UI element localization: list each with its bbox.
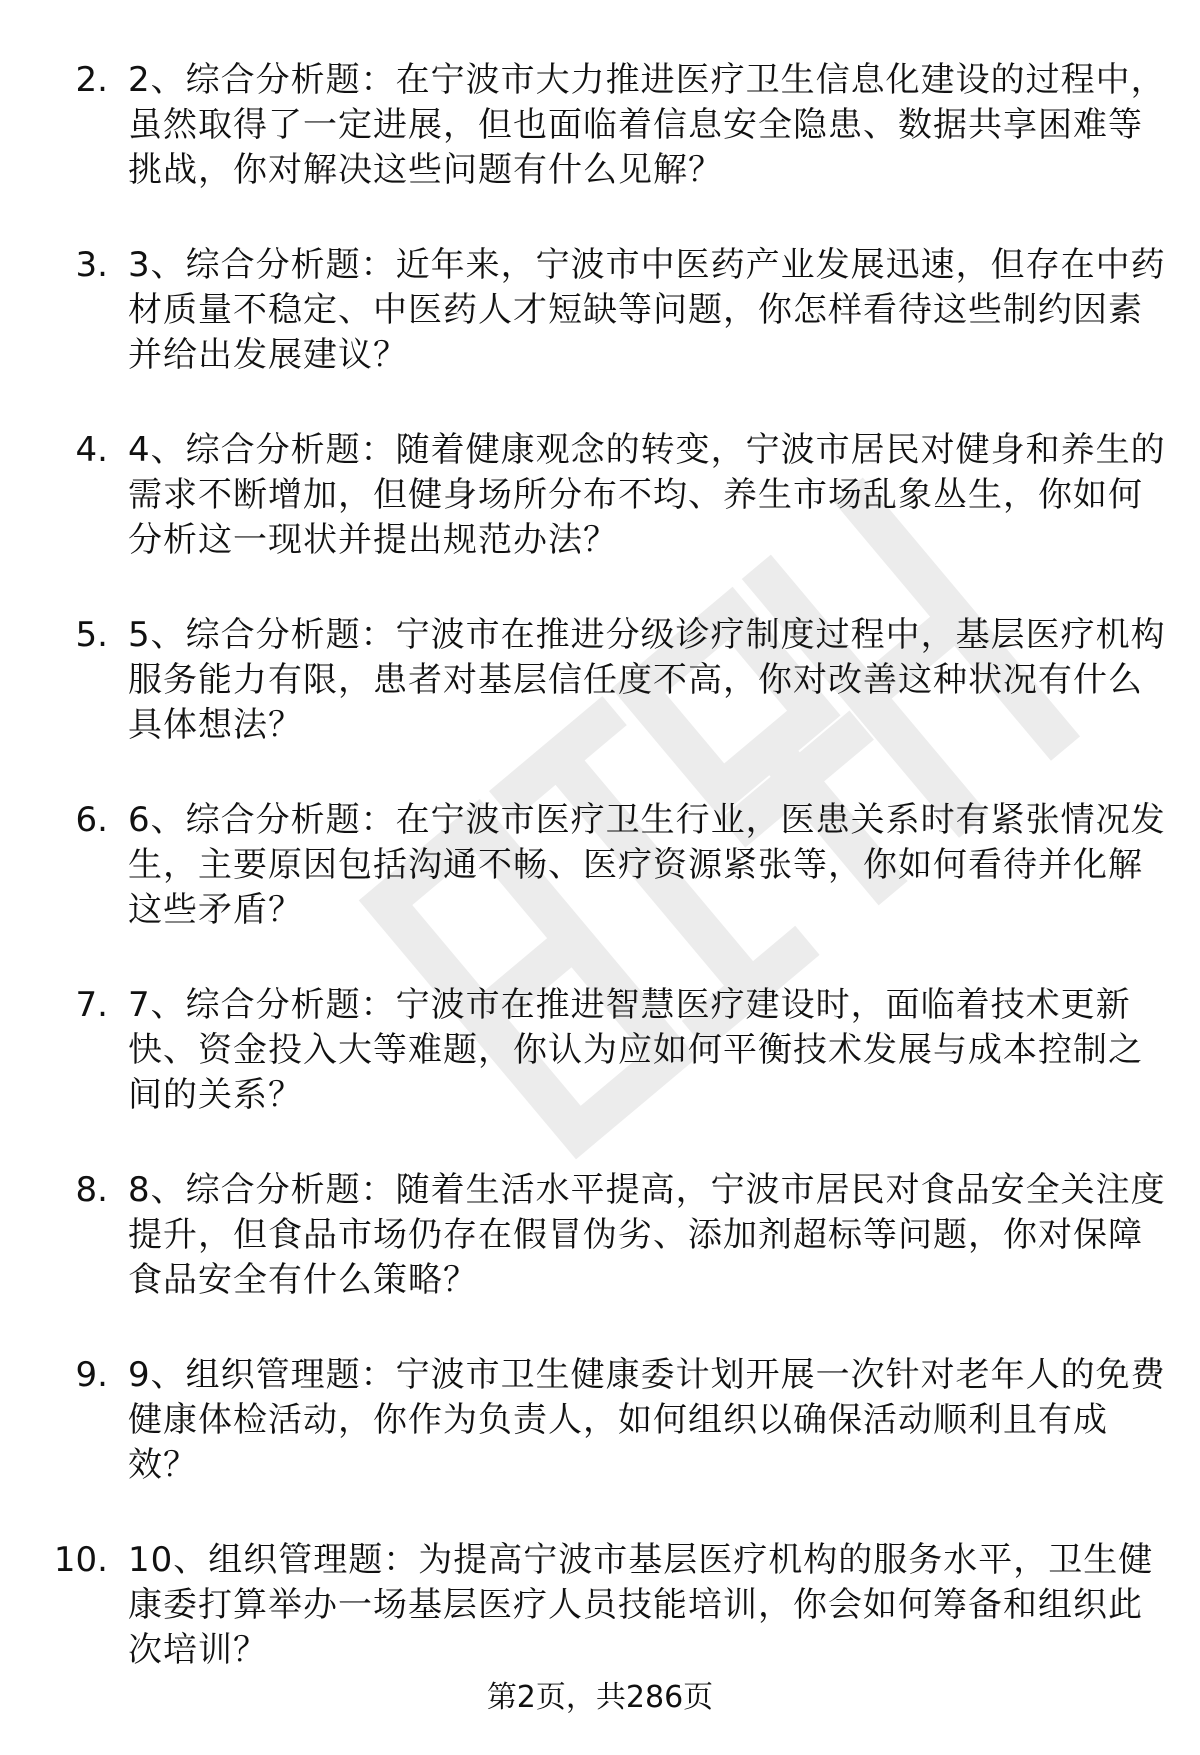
question-list	[0, 58, 1200, 1723]
question-number: 2.	[75, 60, 108, 100]
question-number: 10.	[53, 1540, 108, 1580]
question-item	[0, 243, 1200, 373]
question-text: 7、综合分析题：宁波市在推进智慧医疗建设时，面临着技术更新快、资金投入大等难题，你认为应如何平衡技术发展与成本控制之间的关系？	[128, 985, 1143, 1115]
question-text: 4、综合分析题：随着健康观念的转变，宁波市居民对健身和养生的需求不断增加，但健身场所分布不均、养生市场乱象丛生，你如何分析这一现状并提出规范办法？	[128, 430, 1166, 560]
question-number: 6.	[75, 800, 108, 840]
question-item	[0, 1168, 1200, 1298]
question-number: 4.	[75, 430, 108, 470]
question-number: 5.	[75, 615, 108, 655]
question-number: 7.	[75, 985, 108, 1025]
question-number: 3.	[75, 245, 108, 285]
question-item	[0, 58, 1200, 188]
question-text: 2、综合分析题：在宁波市大力推进医疗卫生信息化建设的过程中，虽然取得了一定进展，但也面临着信息安全隐患、数据共享困难等挑战，你对解决这些问题有什么见解？	[128, 60, 1166, 190]
question-item	[0, 613, 1200, 743]
question-item	[0, 1538, 1200, 1668]
question-text: 9、组织管理题：宁波市卫生健康委计划开展一次针对老年人的免费健康体检活动，你作为负责人，如何组织以确保活动顺利且有成效？	[128, 1355, 1166, 1485]
question-text: 10、组织管理题：为提高宁波市基层医疗机构的服务水平，卫生健康委打算举办一场基层医疗人员技能培训，你会如何筹备和组织此次培训？	[128, 1540, 1154, 1670]
question-item	[0, 428, 1200, 558]
question-number: 9.	[75, 1355, 108, 1395]
question-text: 6、综合分析题：在宁波市医疗卫生行业，医患关系时有紧张情况发生，主要原因包括沟通不畅、医疗资源紧张等，你如何看待并化解这些矛盾？	[128, 800, 1166, 930]
question-text: 3、综合分析题：近年来，宁波市中医药产业发展迅速，但存在中药材质量不稳定、中医药人才短缺等问题，你怎样看待这些制约因素并给出发展建议？	[128, 245, 1166, 375]
question-text: 8、综合分析题：随着生活水平提高，宁波市居民对食品安全关注度提升，但食品市场仍存在假冒伪劣、添加剂超标等问题，你对保障食品安全有什么策略？	[128, 1170, 1166, 1300]
question-item	[0, 1353, 1200, 1483]
question-number: 8.	[75, 1170, 108, 1210]
page-footer: 第2页，共286页	[486, 1680, 714, 1715]
question-item	[0, 983, 1200, 1113]
question-item	[0, 798, 1200, 928]
question-text: 5、综合分析题：宁波市在推进分级诊疗制度过程中，基层医疗机构服务能力有限，患者对基层信任度不高，你对改善这种状况有什么具体想法？	[128, 615, 1166, 745]
